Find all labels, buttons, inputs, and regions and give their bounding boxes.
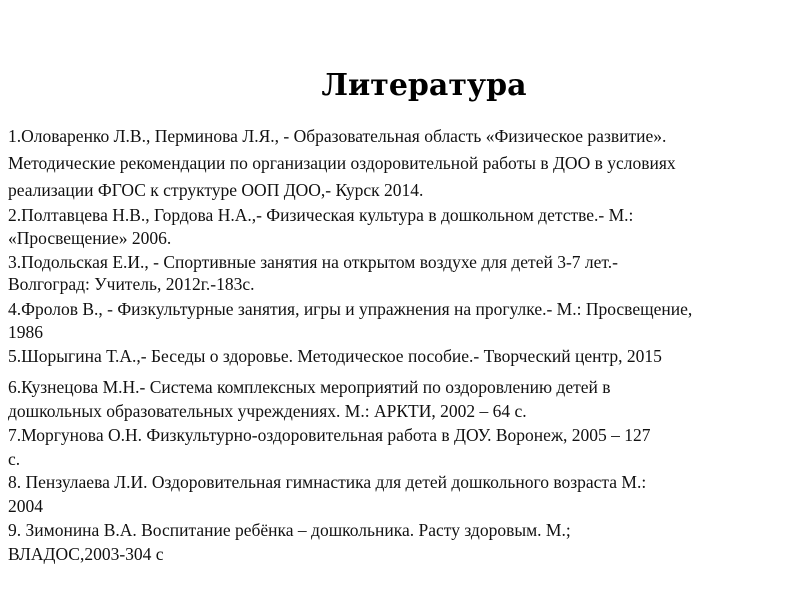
reference-6-line-1: 6.Кузнецова М.Н.- Система комплексных мероприятий по оздоровлению детей в (8, 377, 611, 397)
reference-1-line-1: 1.Оловаренко Л.В., Перминова Л.Я., - Образовательная область «Физическое развитие». (8, 126, 667, 146)
reference-3-line-1: 3.Подольская Е.И., - Спортивные занятия на открытом воздухе для детей 3-7 лет.- (8, 252, 618, 272)
reference-8-line-1: 8. Пензулаева Л.И. Оздоровительная гимнастика для детей дошкольного возраста М.: (8, 472, 647, 492)
reference-1-line-2: Методические рекомендации по организации оздоровительной работы в ДОО в условиях (8, 153, 676, 173)
reference-9-line-1: 9. Зимонина В.А. Воспитание ребёнка – дошкольника. Расту здоровым. М.; (8, 520, 571, 540)
reference-2-line-1: 2.Полтавцева Н.В., Гордова Н.А.,- Физическая культура в дошкольном детстве.- М.: (8, 205, 634, 225)
reference-8-line-2: 2004 (8, 496, 43, 516)
reference-5-line-1: 5.Шорыгина Т.А.,- Беседы о здоровье. Методическое пособие.- Творческий центр, 2015 (8, 346, 662, 366)
reference-7-line-2: с. (8, 449, 21, 469)
reference-1-line-3: реализации ФГОС к структуре ООП ДОО,- Курск 2014. (8, 180, 424, 200)
slide-title: Литература (321, 68, 527, 103)
reference-4-line-2: 1986 (8, 322, 43, 342)
reference-2-line-2: «Просвещение» 2006. (8, 228, 172, 248)
reference-4-line-1: 4.Фролов В., - Физкультурные занятия, игры и упражнения на прогулке.- М.: Просвещение, (8, 299, 693, 319)
reference-6-line-2: дошкольных образовательных учреждениях. М.: АРКТИ, 2002 – 64 с. (8, 401, 527, 421)
reference-7-line-1: 7.Моргунова О.Н. Физкультурно-оздоровительная работа в ДОУ. Воронеж, 2005 – 127 (8, 425, 651, 445)
reference-3-line-2: Волгоград: Учитель, 2012г.-183с. (8, 274, 255, 294)
reference-9-line-2: ВЛАДОС,2003-304 с (8, 544, 164, 564)
